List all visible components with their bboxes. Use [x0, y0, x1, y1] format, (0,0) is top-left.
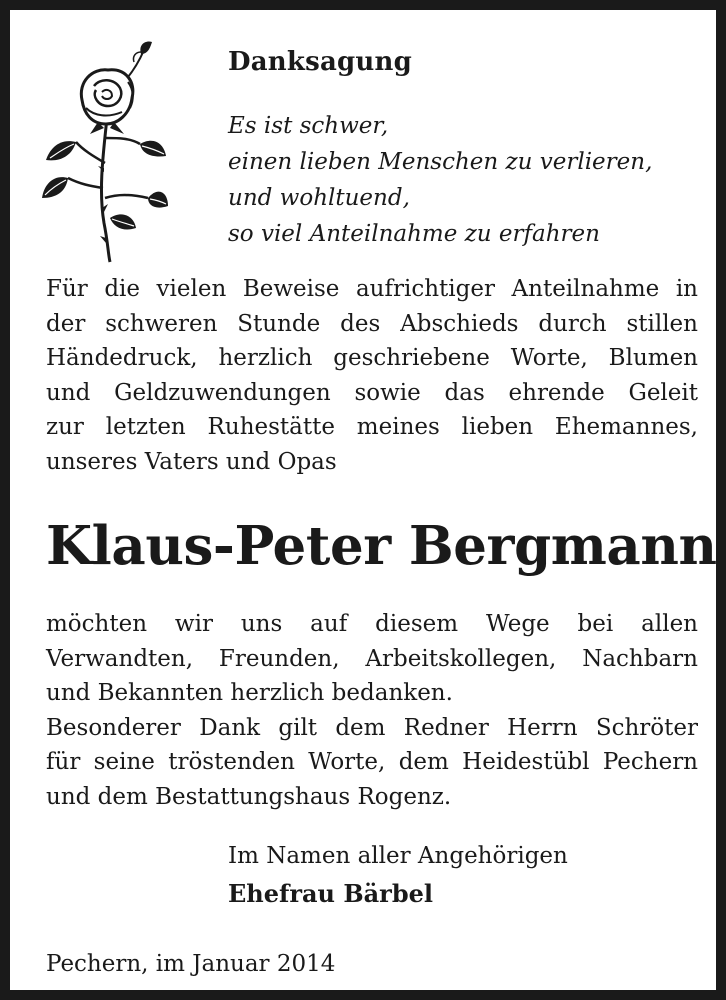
gratitude-paragraph [46, 607, 698, 814]
notice-title: Danksagung [228, 47, 412, 77]
paragraph-line: Händedruck, herzlich geschriebene Worte, Blumen [46, 345, 698, 371]
paragraph-line: zur letzten Ruhestätte meines lieben Ehemannes, [46, 414, 698, 440]
paragraph-line: Besonderer Dank gilt dem Redner Herrn Schröter [46, 714, 698, 741]
paragraph-line: Für die vielen Beweise aufrichtiger Anteilnahme in [46, 276, 698, 302]
verse-line: einen lieben Menschen zu verlieren, [228, 149, 653, 175]
deceased-name: Klaus-Peter Bergmann [46, 515, 717, 577]
signoff-line: Im Namen aller Angehörigen [228, 843, 568, 869]
paragraph-line: und Bekannten herzlich bedanken. [46, 680, 453, 706]
verse-line: Es ist schwer, [228, 113, 389, 139]
paragraph-line: und Geldzuwendungen sowie das ehrende Geleit [46, 379, 698, 406]
verse [228, 108, 698, 252]
paragraph-line: und dem Bestattungshaus Rogenz. [46, 783, 452, 810]
paragraph-line: der schweren Stunde des Abschieds durch stillen [46, 310, 698, 337]
signoff-name: Ehefrau Bärbel [228, 879, 433, 908]
verse-line: und wohltuend, [228, 185, 410, 211]
paragraph-line: möchten wir uns auf diesem Wege bei allen [46, 611, 698, 637]
paragraph-line: Verwandten, Freunden, Arbeitskollegen, Nachbarn [46, 645, 698, 672]
rose-icon [38, 38, 168, 268]
place-date: Pechern, im Januar 2014 [46, 951, 336, 977]
thanks-paragraph [46, 272, 698, 479]
paragraph-line: unseres Vaters und Opas [46, 448, 337, 475]
paragraph-line: für seine tröstenden Worte, dem Heidestübl Pechern [46, 749, 698, 775]
verse-line: so viel Anteilnahme zu erfahren [228, 221, 600, 247]
